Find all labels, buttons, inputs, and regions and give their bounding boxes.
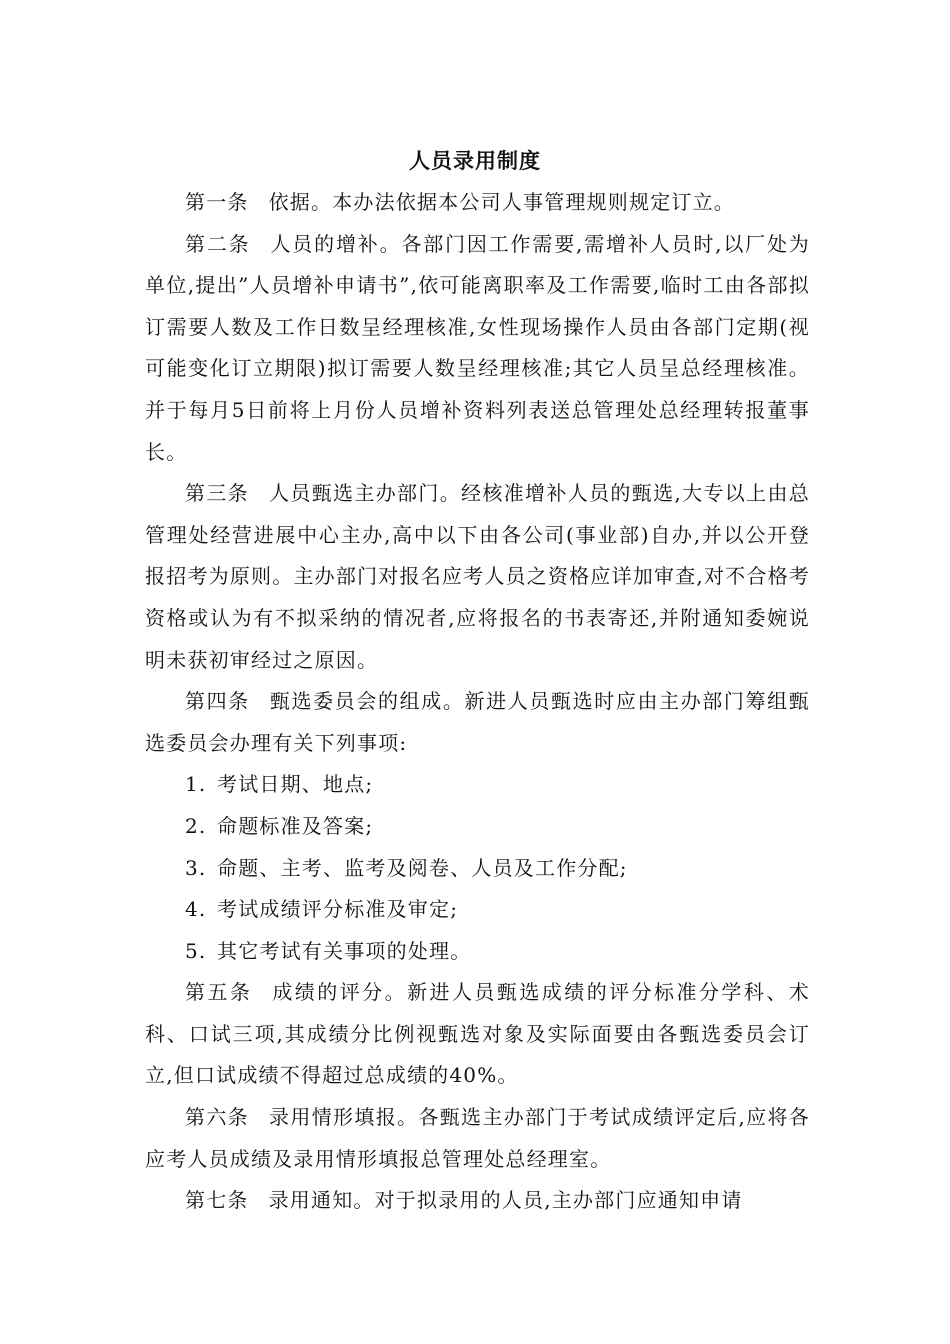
article-text: 录用情形填报。各甄选主办部门于考试成绩评定后,应将各应考人员成绩及录用情形填报总管理处总经理室。 [145, 1105, 810, 1171]
list-number: 3. [185, 855, 207, 880]
list-number: 5. [185, 938, 207, 963]
list-text: 考试成绩评分标准及审定; [217, 897, 459, 922]
article-label: 第三条 [185, 481, 250, 506]
article-label: 第七条 [185, 1188, 249, 1213]
article-text: 人员的增补。各部门因工作需要,需增补人员时,以厂处为单位,提出”人员增补申请书”,依可能离职率及工作需要,临时工由各部拟订需要人数及工作日数呈经理核准,女性现场操作人员由各部门定期(视可能变化订立期限)拟订需要人数呈经理核准;其它人员呈总经理核准。并于每月5日前将上月份人员增补资料列表送总管理处总经理转报董事长。 [145, 231, 810, 464]
article-label: 第五条 [185, 980, 253, 1005]
list-text: 考试日期、地点; [217, 772, 374, 797]
list-text: 其它考试有关事项的处理。 [217, 938, 472, 963]
article-label: 第一条 [185, 190, 249, 214]
article-label: 第六条 [185, 1105, 250, 1130]
article-5 [145, 972, 810, 1097]
article-4 [145, 681, 810, 764]
list-text: 命题、主考、监考及阅卷、人员及工作分配; [217, 855, 628, 880]
article-7 [145, 1180, 810, 1222]
article-label: 第四条 [185, 689, 250, 714]
article-text: 甄选委员会的组成。新进人员甄选时应由主办部门筹组甄选委员会办理有关下列事项: [145, 689, 810, 755]
article-text: 成绩的评分。新进人员甄选成绩的评分标准分学科、术科、口试三项,其成绩分比例视甄选对象及实际面要由各甄选委员会订立,但口试成绩不得超过总成绩的40%。 [145, 980, 810, 1088]
list-text: 命题标准及答案; [217, 813, 374, 838]
article-2 [145, 224, 810, 474]
article-text: 录用通知。对于拟录用的人员,主办部门应通知申请 [268, 1188, 743, 1213]
article-1 [145, 182, 810, 224]
article-text: 依据。本办法依据本公司人事管理规则规定订立。 [268, 190, 736, 214]
article-3 [145, 473, 810, 681]
list-item [145, 806, 810, 848]
list-item [145, 889, 810, 931]
document-body [145, 182, 810, 1222]
list-item [145, 764, 810, 806]
list-item [145, 931, 810, 973]
list-number: 4. [185, 897, 207, 922]
list-number: 2. [185, 813, 207, 838]
list-number: 1. [185, 772, 207, 797]
article-label: 第二条 [185, 231, 251, 256]
document-title: 人员录用制度 [409, 148, 541, 173]
list-item [145, 848, 810, 890]
article-text: 人员甄选主办部门。经核准增补人员的甄选,大专以上由总管理处经营进展中心主办,高中以下由各公司(事业部)自办,并以公开登报招考为原则。主办部门对报名应考人员之资格应详加审查,对不合格考资格或认为有不拟采纳的情况者,应将报名的书表寄还,并附通知委婉说明未获初审经过之原因。 [145, 481, 810, 672]
article-6 [145, 1097, 810, 1180]
